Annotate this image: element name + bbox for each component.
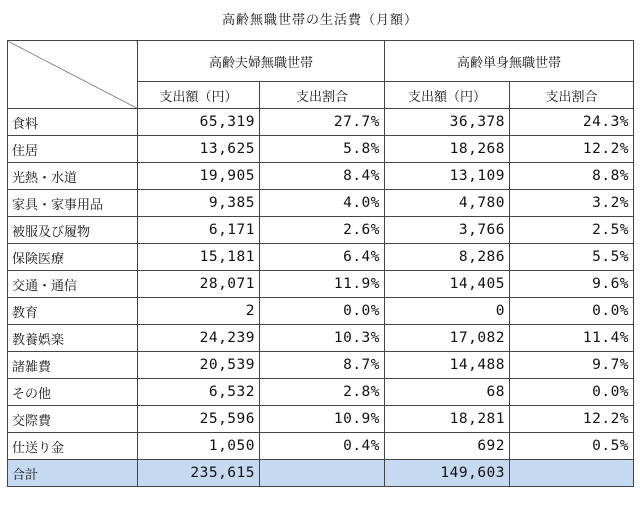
total-couple-ratio <box>260 460 385 487</box>
couple-amount-cell: 9,385 <box>138 190 260 217</box>
total-single-amount: 149,603 <box>385 460 510 487</box>
table-row <box>8 136 634 163</box>
couple-amount-cell: 6,171 <box>138 217 260 244</box>
total-couple-amount: 235,615 <box>138 460 260 487</box>
table-row <box>8 190 634 217</box>
single-ratio-cell: 8.8% <box>510 163 634 190</box>
single-ratio-cell: 2.5% <box>510 217 634 244</box>
single-amount-cell: 3,766 <box>385 217 510 244</box>
single-amount-cell: 14,488 <box>385 352 510 379</box>
couple-amount-cell: 15,181 <box>138 244 260 271</box>
couple-ratio-cell: 5.8% <box>260 136 385 163</box>
single-ratio-cell: 11.4% <box>510 325 634 352</box>
couple-ratio-cell: 0.0% <box>260 298 385 325</box>
single-ratio-cell: 5.5% <box>510 244 634 271</box>
group-header-row <box>8 41 634 82</box>
couple-amount-cell: 28,071 <box>138 271 260 298</box>
single-ratio-cell: 0.5% <box>510 433 634 460</box>
header-couple-amount: 支出額（円） <box>138 82 260 109</box>
couple-ratio-cell: 2.8% <box>260 379 385 406</box>
single-amount-cell: 68 <box>385 379 510 406</box>
couple-ratio-cell: 8.4% <box>260 163 385 190</box>
table-row <box>8 109 634 136</box>
row-label: 交際費 <box>8 406 138 433</box>
single-ratio-cell: 0.0% <box>510 298 634 325</box>
table-row <box>8 163 634 190</box>
row-label: 教育 <box>8 298 138 325</box>
header-elderly-single: 高齢単身無職世帯 <box>385 41 634 82</box>
couple-amount-cell: 6,532 <box>138 379 260 406</box>
couple-amount-cell: 20,539 <box>138 352 260 379</box>
table-row <box>8 298 634 325</box>
single-ratio-cell: 24.3% <box>510 109 634 136</box>
couple-ratio-cell: 6.4% <box>260 244 385 271</box>
single-amount-cell: 36,378 <box>385 109 510 136</box>
total-row <box>8 460 634 487</box>
table-row <box>8 217 634 244</box>
row-label: 住居 <box>8 136 138 163</box>
single-ratio-cell: 12.2% <box>510 406 634 433</box>
header-elderly-couple: 高齢夫婦無職世帯 <box>138 41 385 82</box>
single-ratio-cell: 9.6% <box>510 271 634 298</box>
table-row <box>8 271 634 298</box>
header-couple-ratio: 支出割合 <box>260 82 385 109</box>
single-amount-cell: 4,780 <box>385 190 510 217</box>
single-amount-cell: 692 <box>385 433 510 460</box>
single-amount-cell: 17,082 <box>385 325 510 352</box>
table-row <box>8 244 634 271</box>
row-label: 交通・通信 <box>8 271 138 298</box>
row-label: 家具・家事用品 <box>8 190 138 217</box>
single-amount-cell: 14,405 <box>385 271 510 298</box>
header-single-amount: 支出額（円） <box>385 82 510 109</box>
single-amount-cell: 18,268 <box>385 136 510 163</box>
single-ratio-cell: 3.2% <box>510 190 634 217</box>
table-row <box>8 406 634 433</box>
living-cost-table <box>7 40 634 487</box>
single-amount-cell: 0 <box>385 298 510 325</box>
row-label: 食料 <box>8 109 138 136</box>
table-row <box>8 379 634 406</box>
couple-ratio-cell: 27.7% <box>260 109 385 136</box>
row-label: 仕送り金 <box>8 433 138 460</box>
couple-amount-cell: 19,905 <box>138 163 260 190</box>
couple-ratio-cell: 10.9% <box>260 406 385 433</box>
row-label: その他 <box>8 379 138 406</box>
couple-ratio-cell: 11.9% <box>260 271 385 298</box>
couple-amount-cell: 65,319 <box>138 109 260 136</box>
single-ratio-cell: 9.7% <box>510 352 634 379</box>
table-row <box>8 352 634 379</box>
couple-amount-cell: 2 <box>138 298 260 325</box>
row-label: 被服及び履物 <box>8 217 138 244</box>
couple-amount-cell: 1,050 <box>138 433 260 460</box>
row-label: 諸雑費 <box>8 352 138 379</box>
total-label: 合計 <box>8 460 138 487</box>
couple-amount-cell: 13,625 <box>138 136 260 163</box>
couple-ratio-cell: 4.0% <box>260 190 385 217</box>
row-label: 教養娯楽 <box>8 325 138 352</box>
single-ratio-cell: 0.0% <box>510 379 634 406</box>
table-row <box>8 433 634 460</box>
total-single-ratio <box>510 460 634 487</box>
single-amount-cell: 8,286 <box>385 244 510 271</box>
single-amount-cell: 13,109 <box>385 163 510 190</box>
couple-ratio-cell: 8.7% <box>260 352 385 379</box>
row-label: 保険医療 <box>8 244 138 271</box>
corner-cell <box>8 41 138 109</box>
single-amount-cell: 18,281 <box>385 406 510 433</box>
page-title: 高齢無職世帯の生活費（月額） <box>221 13 418 28</box>
couple-amount-cell: 25,596 <box>138 406 260 433</box>
couple-amount-cell: 24,239 <box>138 325 260 352</box>
couple-ratio-cell: 10.3% <box>260 325 385 352</box>
table-row <box>8 325 634 352</box>
couple-ratio-cell: 0.4% <box>260 433 385 460</box>
single-ratio-cell: 12.2% <box>510 136 634 163</box>
row-label: 光熱・水道 <box>8 163 138 190</box>
couple-ratio-cell: 2.6% <box>260 217 385 244</box>
header-single-ratio: 支出割合 <box>510 82 634 109</box>
